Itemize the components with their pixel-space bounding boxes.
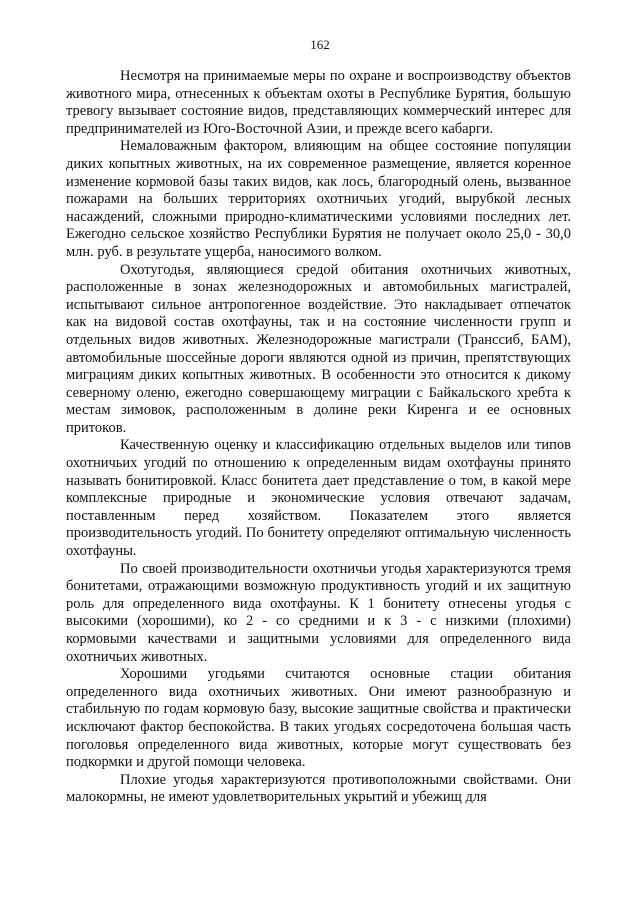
body-text [66,68,571,807]
paragraph: Плохие угодья характеризуются противоположными свойствами. Они малокормны, не имеют удовлетворительных укрытий и убежищ для [66,771,571,806]
paragraph: Хорошими угодьями считаются основные стации обитания определенного вида охотничьих животных. Они имеют разнообразную и стабильную по годам кормовую базу, высокие защитные свойства и практически исключают фактор беспокойства. В таких угодьях сосредоточена большая часть поголовья определенного вида животных, которые могут существовать без подкормки и другой помощи человека. [66,666,571,771]
paragraph: По своей производительности охотничьи угодья характеризуются тремя бонитетами, отражающими возможную продуктивность угодий и их защитную роль для определенного вида охотфауны. К 1 бонитету отнесены угодья с высокими (хорошими), ко 2 - со средними и к 3 - с низкими (плохими) кормовыми качествами и защитными условиями для определенного вида охотничьих животных. [66,560,571,665]
paragraph: Немаловажным фактором, влияющим на общее состояние популяции диких копытных животных, на их современное размещение, является коренное изменение кормовой базы таких видов, как лось, благородный олень, вызванное пожарами на больших территориях охотничьих угодий, вырубкой лесных насаждений, сложными природно-климатическими условиями последних лет. Ежегодно сельское хозяйство Республики Бурятия не получает около 25,0 - 30,0 млн. руб. в результате ущерба, наносимого волком. [66,138,571,260]
page-number: 162 [310,37,330,52]
paragraph: Качественную оценку и классификацию отдельных выделов или типов охотничьих угодий по отношению к определенным видам охотфауны принято называть бонитировкой. Класс бонитета дает представление о том, в какой мере комплексные природные и экономические условия отвечают задачам, поставленным перед хозяйством. Показателем этого является производительность угодий. По бонитету определяют оптимальную численность охотфауны. [66,437,571,560]
paragraph: Охотугодья, являющиеся средой обитания охотничьих животных, расположенные в зонах железнодорожных и автомобильных магистралей, испытывают сильное антропогенное воздействие. Это накладывает отпечаток как на видовой состав охотфауны, так и на состояние численности групп и отдельных видов животных. Железнодорожные магистрали (Транссиб, БАМ), автомобильные шоссейные дороги являются одной из причин, препятствующих миграциям диких копытных животных. В особенности это относится к дикому северному оленю, ежегодно совершающему миграции с Байкальского хребта к местам зимовок, расположенным в долине реки Киренга и ее основных притоков. [66,261,571,436]
paragraph: Несмотря на принимаемые меры по охране и воспроизводству объектов животного мира, отнесенных к объектам охоты в Республике Бурятия, большую тревогу вызывает состояние видов, представляющих коммерческий интерес для предпринимателей из Юго-Восточной Азии, и прежде всего кабарги. [66,68,571,137]
